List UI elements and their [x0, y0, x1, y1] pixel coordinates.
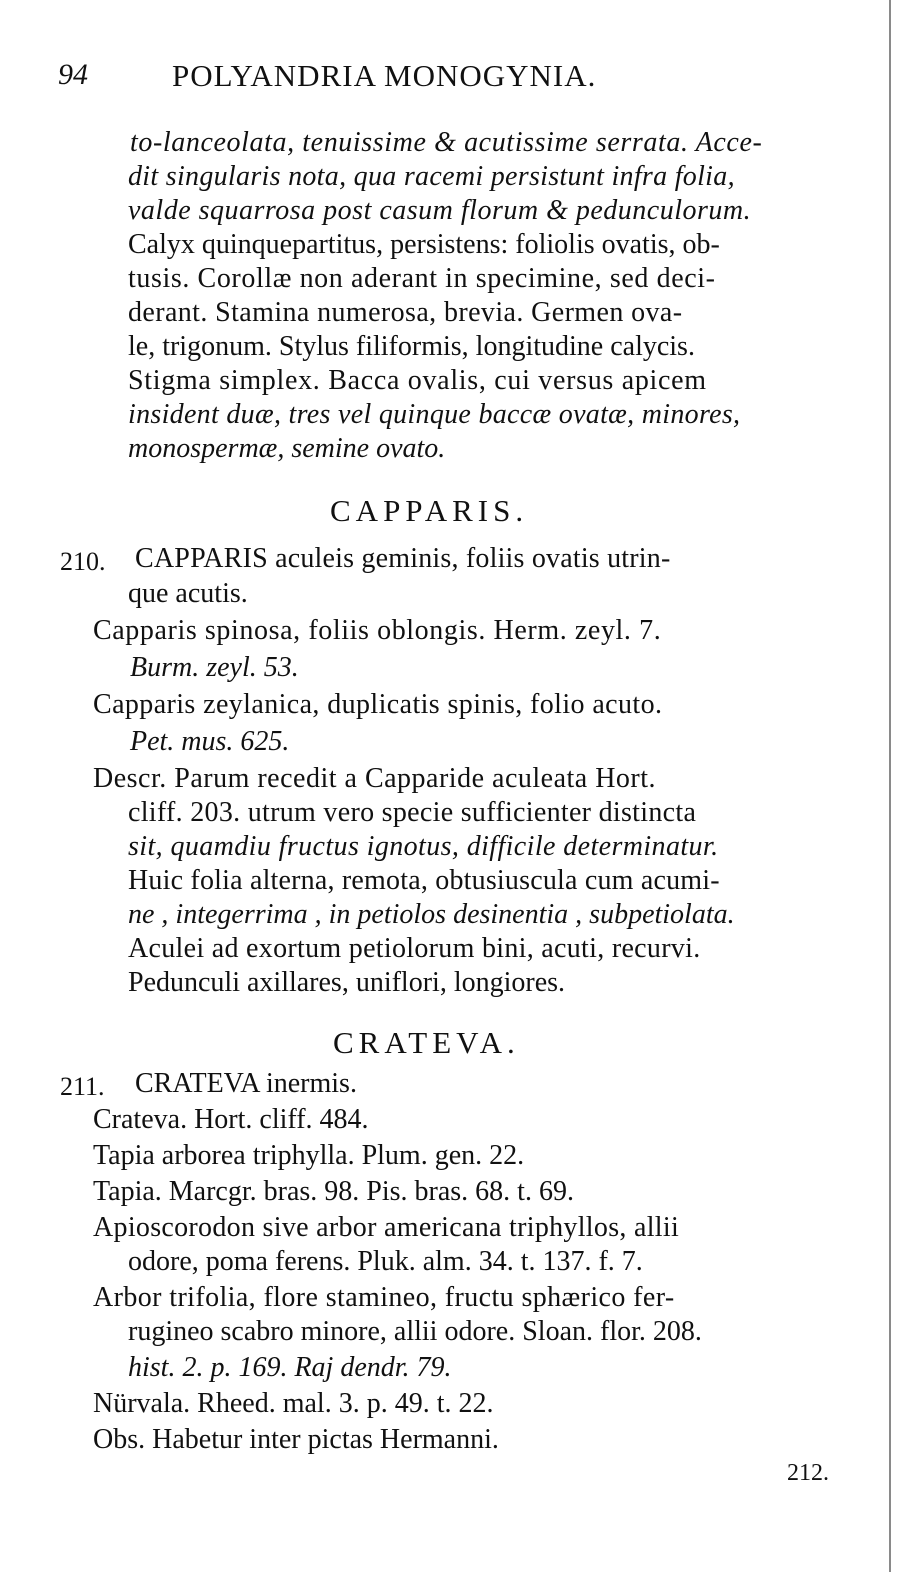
- running-head: POLYANDRIA MONOGYNIA.: [172, 58, 597, 93]
- section-heading-crateva: CRATEVA.: [333, 1025, 520, 1060]
- intro-line: valde squarrosa post casum florum & pedunculorum.: [128, 195, 752, 226]
- intro-line: to-lanceolata, tenuissime & acutissime serrata. Acce-: [130, 127, 763, 158]
- capparis-line: cliff. 203. utrum vero specie sufficienter distincta: [128, 797, 697, 828]
- capparis-line: Huic folia alterna, remota, obtusiuscula cum acumi-: [128, 865, 720, 896]
- page-number: 94: [58, 58, 88, 91]
- capparis-line: Capparis spinosa, foliis oblongis. Herm. zeyl. 7.: [93, 615, 662, 646]
- intro-line: tusis. Corollæ non aderant in specimine, sed deci-: [128, 263, 716, 294]
- entry-number-211: 211.: [60, 1072, 105, 1101]
- crateva-line: CRATEVA inermis.: [135, 1068, 357, 1099]
- entry-number-210: 210.: [60, 547, 106, 576]
- crateva-line: Crateva. Hort. cliff. 484.: [93, 1104, 369, 1135]
- capparis-line: Pedunculi axillares, uniflori, longiores.: [128, 967, 566, 998]
- crateva-line: Tapia arborea triphylla. Plum. gen. 22.: [93, 1140, 525, 1171]
- crateva-line: hist. 2. p. 169. Raj dendr. 79.: [128, 1352, 452, 1383]
- crateva-line: odore, poma ferens. Pluk. alm. 34. t. 137. f. 7.: [128, 1246, 643, 1277]
- capparis-line: Pet. mus. 625.: [130, 726, 290, 757]
- intro-line: derant. Stamina numerosa, brevia. Germen ova-: [128, 297, 683, 328]
- crateva-line: rugineo scabro minore, allii odore. Sloan. flor. 208.: [128, 1316, 702, 1347]
- capparis-line: que acutis.: [128, 578, 248, 609]
- crateva-line: Arbor trifolia, flore stamineo, fructu sphærico fer-: [93, 1282, 675, 1313]
- crateva-line: Apioscorodon sive arbor americana triphyllos, allii: [93, 1212, 680, 1243]
- intro-line: Calyx quinquepartitus, persistens: foliolis ovatis, ob-: [128, 229, 720, 260]
- capparis-line: Descr. Parum recedit a Capparide aculeata Hort.: [93, 763, 657, 794]
- capparis-line: Aculei ad exortum petiolorum bini, acuti, recurvi.: [128, 933, 701, 964]
- intro-line: dit singularis nota, qua racemi persistunt infra folia,: [128, 161, 735, 192]
- intro-line: monospermæ, semine ovato.: [128, 433, 446, 464]
- intro-line: le, trigonum. Stylus filiformis, longitudine calycis.: [128, 331, 695, 362]
- intro-line: insident duæ, tres vel quinque baccæ ovatæ, minores,: [128, 399, 741, 430]
- capparis-line: sit, quamdiu fructus ignotus, difficile determinatur.: [128, 831, 719, 862]
- crateva-line: Tapia. Marcgr. bras. 98. Pis. bras. 68. t. 69.: [93, 1176, 574, 1207]
- crateva-line: Obs. Habetur inter pictas Hermanni.: [93, 1424, 499, 1455]
- capparis-line: CAPPARIS aculeis geminis, foliis ovatis utrin-: [135, 543, 671, 574]
- crateva-line: Nürvala. Rheed. mal. 3. p. 49. t. 22.: [93, 1388, 494, 1419]
- capparis-line: ne , integerrima , in petiolos desinentia , subpetiolata.: [128, 899, 735, 930]
- page-edge-line: [889, 0, 891, 1572]
- capparis-line: Capparis zeylanica, duplicatis spinis, folio acuto.: [93, 689, 663, 720]
- section-heading-capparis: CAPPARIS.: [330, 493, 529, 528]
- catchword: 212.: [787, 1460, 829, 1486]
- capparis-line: Burm. zeyl. 53.: [130, 652, 299, 683]
- intro-line: Stigma simplex. Bacca ovalis, cui versus apicem: [128, 365, 707, 396]
